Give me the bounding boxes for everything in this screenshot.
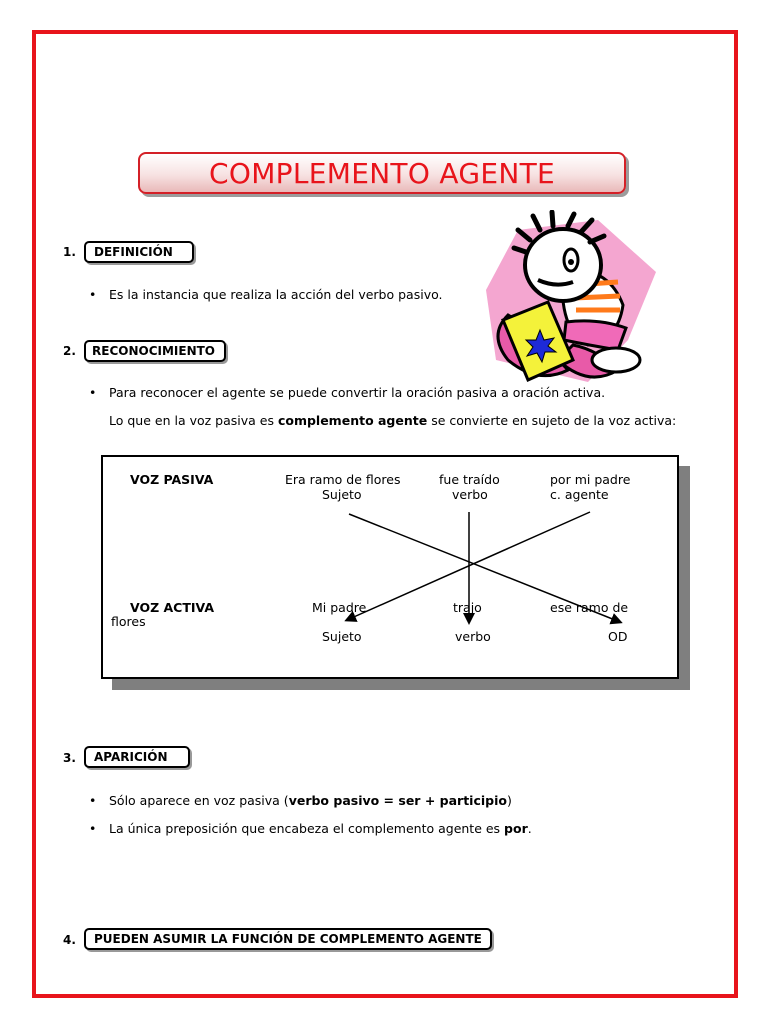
- section-number: 1.: [63, 245, 76, 259]
- passive-item-text: fue traído: [439, 472, 500, 487]
- active-item-text: ese ramo de: [550, 600, 629, 615]
- text-run: .: [527, 821, 532, 836]
- text-run: ): [506, 793, 512, 808]
- passive-item-role: c. agente: [550, 487, 609, 502]
- active-item-text: trajo: [453, 600, 482, 615]
- active-item-role: OD: [608, 629, 628, 644]
- section-number: 2.: [63, 344, 76, 358]
- text-run: La única preposición que encabeza el complemento agente es: [109, 821, 505, 836]
- bullet-icon: •: [89, 287, 97, 302]
- passive-item-text: Era ramo de flores: [285, 472, 401, 487]
- bold-text-run: complemento agente: [277, 413, 428, 428]
- active-voice-label: VOZ ACTIVA: [130, 600, 215, 615]
- list-item: [89, 793, 512, 808]
- bold-text-run: verbo pasivo = ser + participio: [288, 793, 507, 808]
- bullet-text: Para reconocer el agente se puede convertir la oración pasiva a oración activa.: [109, 385, 606, 400]
- passive-item-role: verbo: [452, 487, 488, 502]
- active-item-role: verbo: [455, 629, 491, 644]
- section-heading-definicion: DEFINICIÓN: [84, 241, 194, 263]
- bullet-icon: •: [89, 821, 97, 836]
- section-heading-funcion: PUEDEN ASUMIR LA FUNCIÓN DE COMPLEMENTO AGENTE: [84, 928, 492, 950]
- text-run: Sólo aparece en voz pasiva (: [109, 793, 289, 808]
- passive-voice-label: VOZ PASIVA: [130, 472, 214, 487]
- bullet-icon: •: [89, 385, 97, 400]
- active-item-role: Sujeto: [322, 629, 362, 644]
- section-heading-reconocimiento: RECONOCIMIENTO: [84, 340, 226, 362]
- passive-item-role: Sujeto: [322, 487, 362, 502]
- bullet-text: Es la instancia que realiza la acción del verbo pasivo.: [109, 287, 443, 302]
- passive-item-text: por mi padre: [550, 472, 631, 487]
- page-title: COMPLEMENTO AGENTE: [209, 156, 555, 190]
- section-number: 3.: [63, 751, 76, 765]
- active-item-text: Mi padre: [312, 600, 367, 615]
- section-number: 4.: [63, 933, 76, 947]
- text-run: Lo que en la voz pasiva es: [109, 413, 278, 428]
- bullet-icon: •: [89, 793, 97, 808]
- active-overflow-text: flores: [111, 614, 146, 629]
- text-run: se convierte en sujeto de la voz activa:: [427, 413, 677, 428]
- section-heading-aparicion: APARICIÓN: [84, 746, 190, 768]
- bold-text-run: por: [504, 821, 528, 836]
- list-item: [89, 821, 532, 836]
